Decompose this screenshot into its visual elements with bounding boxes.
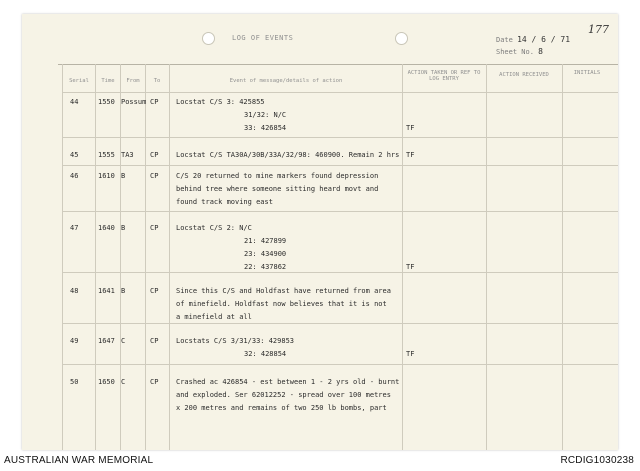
entry-text-line: C/S 20 returned to mine markers found depression <box>176 172 379 180</box>
col-header-time: Time <box>101 78 115 84</box>
log-heading: LOG OF EVENTS <box>232 34 294 42</box>
entry-to: CP <box>150 98 159 106</box>
row-rule <box>62 272 618 273</box>
entry-serial: 48 <box>70 287 79 295</box>
entry-serial: 50 <box>70 378 79 386</box>
col-header-action-taken: ACTION TAKEN OR REF TO LOG ENTRY <box>407 70 481 82</box>
col-divider <box>62 64 63 450</box>
col-divider <box>486 64 487 450</box>
row-rule <box>62 211 618 212</box>
col-header-event: Event of message/details of action <box>229 78 343 84</box>
entry-from: Possum <box>121 98 147 106</box>
col-divider <box>169 64 170 450</box>
entry-text-line: Locstats C/S 3/31/33: 429853 <box>176 337 295 345</box>
col-header-from: From <box>126 78 140 84</box>
entry-action-taken: TF <box>406 263 415 271</box>
entry-serial: 45 <box>70 151 79 159</box>
col-divider <box>95 64 96 450</box>
entry-to: CP <box>150 337 159 345</box>
entry-to: CP <box>150 151 159 159</box>
col-divider <box>145 64 146 450</box>
entry-text-line: 23: 434900 <box>244 250 287 258</box>
entry-from: B <box>121 287 126 295</box>
entry-time: 1610 <box>98 172 115 180</box>
col-divider <box>120 64 121 450</box>
col-header-initials: INITIALS <box>573 70 601 76</box>
entry-to: CP <box>150 378 159 386</box>
header-top-rule <box>58 64 618 65</box>
entry-time: 1650 <box>98 378 115 386</box>
sheet-field <box>496 47 543 56</box>
date-field <box>496 35 570 44</box>
entry-serial: 44 <box>70 98 79 106</box>
entry-serial: 49 <box>70 337 79 345</box>
entry-text-line: Since this C/S and Holdfast have returned from area <box>176 287 391 295</box>
entry-action-taken: TF <box>406 350 415 358</box>
row-rule <box>62 165 618 166</box>
row-rule <box>62 137 618 138</box>
entry-text-line: Locstat C/S 2: N/C <box>176 224 252 232</box>
col-header-action-received: ACTION RECEIVED <box>499 72 549 78</box>
entry-from: B <box>121 172 126 180</box>
sheet-label: Sheet No. <box>496 48 534 56</box>
entry-to: CP <box>150 287 159 295</box>
entry-serial: 46 <box>70 172 79 180</box>
col-divider <box>402 64 403 450</box>
page-number: 177 <box>588 23 609 36</box>
footer-archive-name: AUSTRALIAN WAR MEMORIAL <box>4 455 154 466</box>
entry-from: C <box>121 378 126 386</box>
entry-text-line: 22: 437862 <box>244 263 287 271</box>
col-header-to: To <box>153 78 161 84</box>
entry-action-taken: TF <box>406 151 415 159</box>
entry-to: CP <box>150 172 159 180</box>
entry-serial: 47 <box>70 224 79 232</box>
entry-text-line: behind tree where someone sitting heard movt and <box>176 185 379 193</box>
entry-text-line: 31/32: N/C <box>244 111 287 119</box>
entry-time: 1640 <box>98 224 115 232</box>
entry-time: 1550 <box>98 98 115 106</box>
entry-text-line: a minefield at all <box>176 313 252 321</box>
entry-text-line: 21: 427899 <box>244 237 287 245</box>
entry-time: 1647 <box>98 337 115 345</box>
col-divider <box>562 64 563 450</box>
date-value: 14 / 6 / 71 <box>517 35 571 44</box>
sheet-value: 8 <box>538 47 543 56</box>
entry-text-line: and exploded. Ser 62012252 - spread over 100 metres <box>176 391 391 399</box>
entry-from: TA3 <box>121 151 134 159</box>
entry-action-taken: TF <box>406 124 415 132</box>
entry-text-line: Locstat C/S TA30A/30B/33A/32/98: 460900. Remain 2 hrs <box>176 151 400 159</box>
punch-hole-left <box>202 32 215 45</box>
entry-from: B <box>121 224 126 232</box>
entry-to: CP <box>150 224 159 232</box>
entry-from: C <box>121 337 126 345</box>
entry-time: 1555 <box>98 151 115 159</box>
date-label: Date <box>496 36 513 44</box>
footer-reference-id: RCDIG1030238 <box>560 455 634 466</box>
entry-text-line: Crashed ac 426854 - est between 1 - 2 yrs old - burnt <box>176 378 400 386</box>
col-header-serial: Serial <box>69 78 89 84</box>
row-rule <box>62 323 618 324</box>
entry-text-line: x 200 metres and remains of two 250 lb bombs, part <box>176 404 387 412</box>
log-sheet <box>22 14 618 450</box>
punch-hole-right <box>395 32 408 45</box>
entry-text-line: 33: 426854 <box>244 124 287 132</box>
entry-text-line: found track moving east <box>176 198 273 206</box>
entry-text-line: of minefield. Holdfast now believes that it is not <box>176 300 387 308</box>
entry-text-line: 32: 428854 <box>244 350 287 358</box>
entry-text-line: Locstat C/S 3: 425855 <box>176 98 265 106</box>
row-rule <box>62 364 618 365</box>
entry-time: 1641 <box>98 287 115 295</box>
